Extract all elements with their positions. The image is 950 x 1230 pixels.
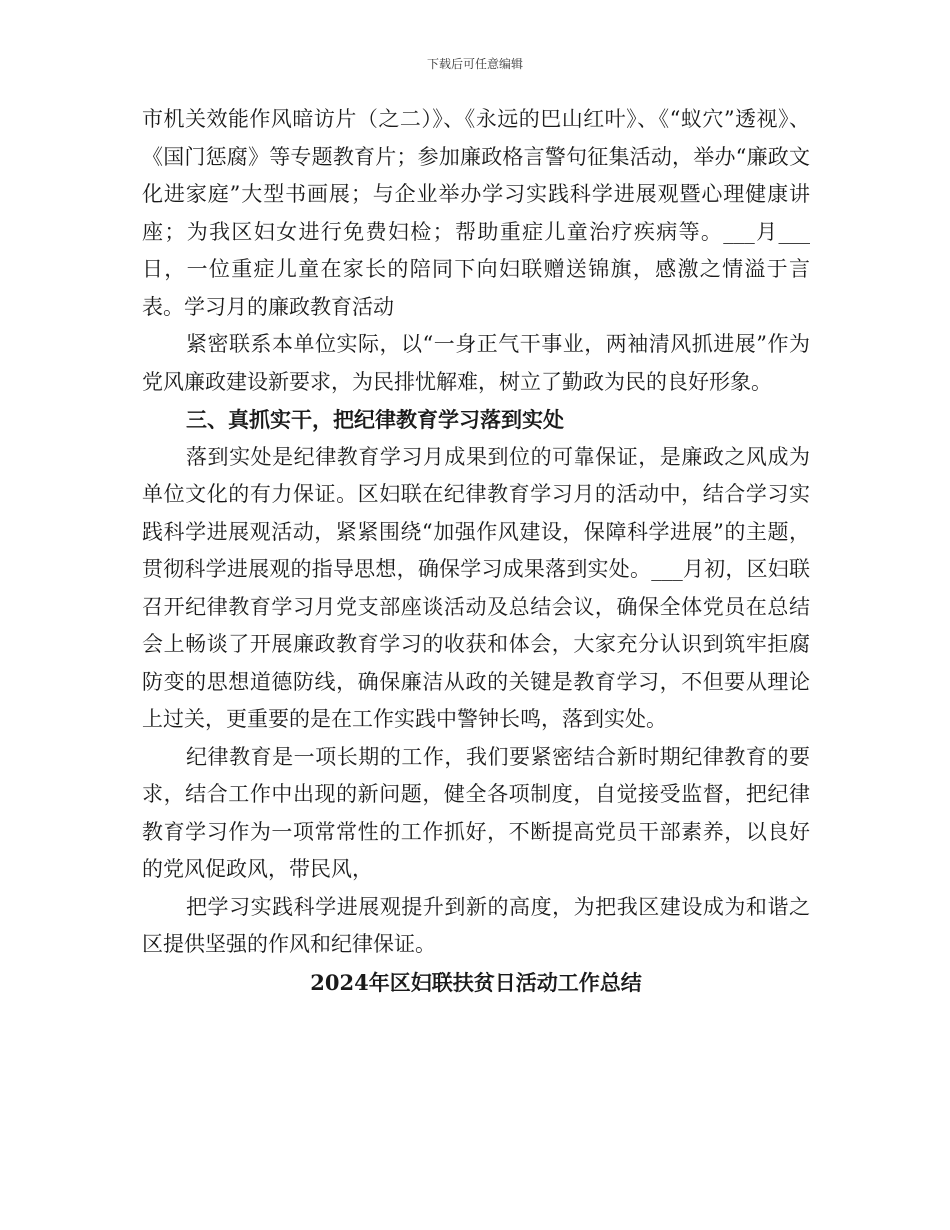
paragraph-continued: 市机关效能作风暗访片（之二）》、《永远的巴山红叶》、《“蚁穴”透视》、《国门惩腐》等专题教育片；参加廉政格言警句征集活动，举办“廉政文化进家庭”大型书画展；与企业举办学习实践科学进展观暨心理健康讲座；为我区妇女进行免费妇检；帮助重症儿童治疗疾病等。___月___日，一位重症儿童在家长的陪同下向妇联赠送锦旗，感激之情溢于言表。学习月的廉政教育活动: [142, 107, 810, 319]
paragraph-conclusion: 把学习实践科学进展观提升到新的高度，为把我区建设成为和谐之区提供坚强的作风和纪律保证。: [142, 894, 810, 956]
next-document-title: 2024年区妇联扶贫日活动工作总结: [310, 969, 642, 995]
paragraph-implementation: 落到实处是纪律教育学习月成果到位的可靠保证，是廉政之风成为单位文化的有力保证。区妇联在纪律教育学习月的活动中，结合学习实践科学进展观活动，紧紧围绕“加强作风建设，保障科学进展”的主题，贯彻科学进展观的指导思想，确保学习成果落到实处。___月初，区妇联召开纪律教育学习月党支部座谈活动及总结会议，确保全体党员在总结会上畅谈了开展廉政教育学习的收获和体会，大家充分认识到筑牢拒腐防变的思想道德防线，确保廉洁从政的关键是教育学习，不但要从理论上过关，更重要的是在工作实践中警钟长鸣，落到实处。: [142, 444, 810, 731]
paragraph-requirements: 紧密联系本单位实际，以“一身正气干事业，两袖清风抓进展”作为党风廉政建设新要求，为民排忧解难，树立了勤政为民的良好形象。: [142, 332, 810, 394]
paragraph-long-term: 纪律教育是一项长期的工作，我们要紧密结合新时期纪律教育的要求，结合工作中出现的新问题，健全各项制度，自觉接受监督，把纪律教育学习作为一项常常性的工作抓好，不断提高党员干部素养，以良好的党风促政风，带民风，: [142, 744, 810, 881]
document-body: [142, 101, 810, 1001]
header-note: 下载后可任意编辑: [426, 57, 523, 71]
section-heading-3: 三、真抓实干，把纪律教育学习落到实处: [186, 407, 564, 432]
